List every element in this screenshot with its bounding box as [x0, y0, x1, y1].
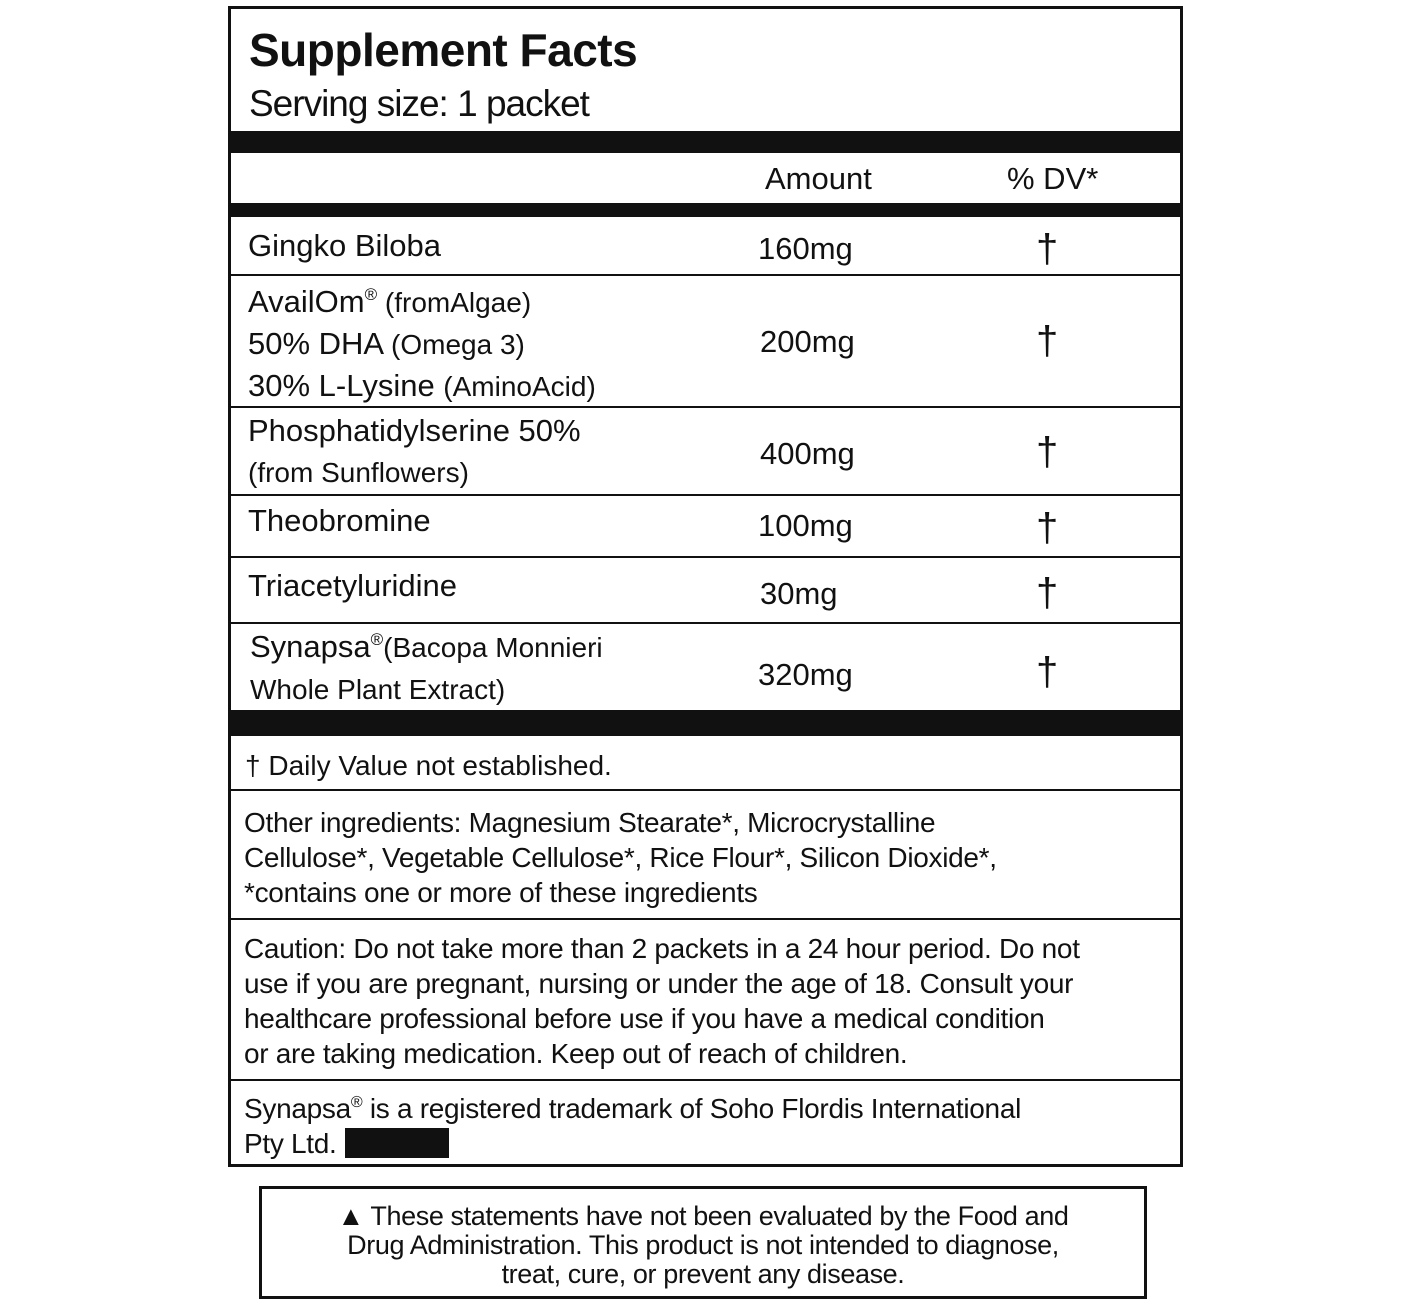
ingredient-name: Gingko Biloba	[248, 228, 442, 263]
dagger-mark: †	[1036, 506, 1059, 550]
ingredient-amount: 200mg	[760, 324, 855, 359]
panel-title: Supplement Facts	[249, 24, 638, 76]
other-ingredients	[244, 805, 1170, 910]
ingredient-amount: 400mg	[760, 436, 855, 471]
ingredient-name-line2: Whole Plant Extract)	[250, 674, 506, 705]
redaction-block	[345, 1128, 449, 1158]
ingredient-note: (Omega 3)	[391, 329, 525, 360]
ingredient-name	[250, 626, 603, 710]
ingredient-source: (fromAlgae)	[377, 287, 532, 318]
disclaimer-line3: treat, cure, or prevent any disease.	[501, 1259, 905, 1289]
dagger-mark: †	[1036, 650, 1059, 694]
ingredient-name-line1: AvailOm	[248, 284, 365, 319]
trademark-text	[244, 1091, 1170, 1161]
row-divider	[231, 1079, 1180, 1081]
trademark-name: Synapsa	[244, 1093, 351, 1124]
caution-line4: or are taking medication. Keep out of reach of children.	[244, 1038, 908, 1069]
amount-header: Amount	[765, 161, 872, 196]
caution-line1: Caution: Do not take more than 2 packets in a 24 hour period. Do not	[244, 933, 1080, 964]
serving-size: Serving size: 1 packet	[249, 83, 589, 124]
thick-divider	[231, 131, 1180, 153]
other-ingredients-line2: Cellulose*, Vegetable Cellulose*, Rice Flour*, Silicon Dioxide*,	[244, 842, 997, 873]
ingredient-row-synapsa	[231, 624, 1180, 709]
ingredient-row-triacetyluridine	[231, 558, 1180, 622]
other-ingredients-line1: Other ingredients: Magnesium Stearate*, Microcrystalline	[244, 807, 936, 838]
ingredient-name: Triacetyluridine	[248, 568, 458, 603]
dagger-mark: †	[1036, 319, 1059, 363]
ingredient-name-line3: 30% L-Lysine	[248, 368, 444, 403]
ingredient-amount: 30mg	[760, 576, 838, 611]
caution-line2: use if you are pregnant, nursing or under the age of 18. Consult your	[244, 968, 1074, 999]
header-divider	[231, 203, 1180, 217]
thick-divider	[231, 710, 1180, 736]
ingredient-name	[248, 281, 596, 407]
row-divider	[231, 789, 1180, 791]
disclaimer-line2: Drug Administration. This product is not intended to diagnose,	[347, 1230, 1059, 1260]
trademark-line2: Pty Ltd.	[244, 1128, 337, 1159]
ingredient-name-line2: 50% DHA	[248, 326, 392, 361]
dagger-mark: †	[1036, 227, 1059, 271]
ingredient-name-line1: Phosphatidylserine 50%	[248, 413, 581, 448]
dv-header: % DV*	[1007, 161, 1099, 196]
caution-text	[244, 931, 1170, 1071]
ingredient-amount: 160mg	[758, 231, 853, 266]
fda-disclaimer	[259, 1186, 1147, 1299]
disclaimer-line1: ▲ These statements have not been evaluated by the Food and	[337, 1201, 1069, 1231]
ingredient-amount: 320mg	[758, 657, 853, 692]
other-ingredients-line3: *contains one or more of these ingredients	[244, 877, 758, 908]
ingredient-name: Theobromine	[248, 503, 431, 538]
ingredient-row-theobromine	[231, 496, 1180, 556]
dagger-mark: †	[1036, 430, 1059, 474]
registered-mark: ®	[350, 1094, 363, 1111]
caution-line3: healthcare professional before use if you have a medical condition	[244, 1003, 1045, 1034]
registered-mark: ®	[364, 285, 378, 304]
ingredient-note: (AminoAcid)	[443, 371, 596, 402]
registered-mark: ®	[370, 630, 384, 649]
dagger-mark: †	[1036, 571, 1059, 615]
trademark-line1: is a registered trademark of Soho Flordis International	[362, 1093, 1022, 1124]
ingredient-row-phosphatidylserine	[231, 408, 1180, 494]
ingredient-source: (from Sunflowers)	[248, 457, 469, 488]
ingredient-name	[248, 410, 581, 493]
ingredient-name-line1: Synapsa	[250, 629, 371, 664]
ingredient-source: (Bacopa Monnieri	[383, 632, 603, 663]
ingredient-row-availom	[231, 276, 1180, 406]
row-divider	[231, 918, 1180, 920]
supplement-facts-panel	[228, 6, 1183, 1167]
ingredient-row-gingko	[231, 217, 1180, 275]
ingredient-amount: 100mg	[758, 508, 853, 543]
dv-note: † Daily Value not established.	[245, 750, 612, 781]
